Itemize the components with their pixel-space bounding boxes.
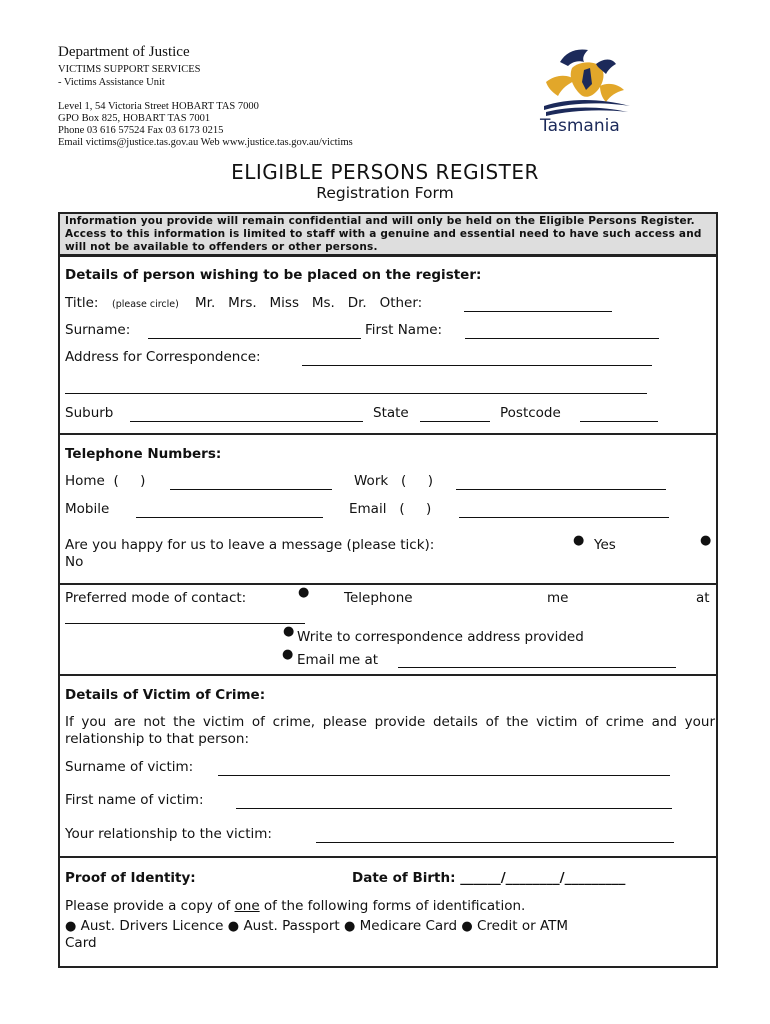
- form-title: ELIGIBLE PERSONS REGISTER: [231, 160, 539, 184]
- home-label: Home ( ): [65, 473, 146, 489]
- victim-first-name-label: First name of victim:: [65, 792, 204, 808]
- mobile-label: Mobile: [65, 501, 110, 517]
- identity-heading: Proof of Identity:: [65, 870, 196, 886]
- victim-section: [58, 674, 718, 858]
- work-label: Work ( ): [354, 473, 434, 489]
- relationship-field[interactable]: [316, 842, 674, 843]
- credit-atm-bullet[interactable]: ●: [461, 919, 473, 934]
- postcode-field[interactable]: [580, 421, 658, 422]
- victim-intro: If you are not the victim of crime, please provide details of the victim of crime and your relationship to that person:: [65, 714, 715, 747]
- medicare-option: Medicare Card: [359, 918, 458, 934]
- telephone-heading: Telephone Numbers:: [65, 446, 222, 462]
- first-name-field[interactable]: [465, 338, 659, 339]
- title-hint: (please circle): [112, 299, 179, 310]
- address-field-line1[interactable]: [302, 365, 652, 366]
- identity-options: [65, 918, 568, 934]
- date-of-birth-field[interactable]: Date of Birth: ______/________/_________: [352, 870, 626, 886]
- unit-name: - Victims Assistance Unit: [58, 77, 165, 88]
- telephone-option-bullet[interactable]: ●: [298, 585, 310, 600]
- surname-label: Surname:: [65, 322, 131, 338]
- passport-bullet[interactable]: ●: [227, 919, 240, 934]
- postcode-label: Postcode: [500, 405, 561, 421]
- service-name: VICTIMS SUPPORT SERVICES: [58, 64, 201, 75]
- telephone-at-text: at: [696, 590, 710, 606]
- credit-atm-option: Credit or ATM: [476, 918, 569, 934]
- email-field[interactable]: [459, 517, 669, 518]
- telephone-option-label: Telephone: [344, 590, 413, 606]
- suburb-field[interactable]: [130, 421, 363, 422]
- email-option-label: Email me at: [297, 652, 379, 668]
- postal-address: GPO Box 825, HOBART TAS 7001: [58, 113, 211, 124]
- identity-instruction: [65, 898, 525, 914]
- title-label: Title:: [65, 295, 99, 311]
- yes-label: Yes: [594, 537, 616, 553]
- tasmania-logo: [538, 44, 638, 139]
- drivers-licence-bullet[interactable]: ●: [65, 919, 77, 934]
- form-subtitle: Registration Form: [316, 184, 454, 202]
- instruction-post: of the following forms of identification.: [259, 898, 526, 914]
- mobile-field[interactable]: [136, 517, 323, 518]
- victim-surname-label: Surname of victim:: [65, 759, 194, 775]
- relationship-label: Your relationship to the victim:: [65, 826, 272, 842]
- medicare-bullet[interactable]: ●: [343, 919, 356, 934]
- work-phone-field[interactable]: [456, 489, 666, 490]
- surname-field[interactable]: [148, 338, 361, 339]
- contact-section: [58, 583, 718, 676]
- state-label: State: [373, 405, 409, 421]
- identity-section: [58, 856, 718, 968]
- preferred-contact-label: Preferred mode of contact:: [65, 590, 247, 606]
- telephone-contact-field[interactable]: [65, 623, 305, 624]
- telephone-me-text: me: [547, 590, 569, 606]
- suburb-label: Suburb: [65, 405, 114, 421]
- drivers-licence-option: Aust. Drivers Licence: [80, 918, 224, 934]
- street-address: Level 1, 54 Victoria Street HOBART TAS 7000: [58, 101, 259, 112]
- write-option-label: Write to correspondence address provided: [297, 629, 584, 645]
- address-label: Address for Correspondence:: [65, 349, 261, 365]
- no-label: No: [65, 554, 84, 570]
- yes-checkbox[interactable]: ●: [573, 533, 585, 548]
- email-web: Email victims@justice.tas.gov.au Web www.justice.tas.gov.au/victims: [58, 137, 353, 148]
- department-name: Department of Justice: [58, 44, 190, 60]
- passport-option: Aust. Passport: [243, 918, 340, 934]
- instruction-one: one: [234, 898, 260, 914]
- no-checkbox[interactable]: ●: [700, 533, 712, 548]
- phone-fax: Phone 03 616 57524 Fax 03 6173 0215: [58, 125, 224, 136]
- instruction-pre: Please provide a copy of: [65, 898, 235, 914]
- email-option-bullet[interactable]: ●: [282, 647, 294, 662]
- email-contact-field[interactable]: [398, 667, 676, 668]
- details-section: [58, 255, 718, 435]
- telephone-section: [58, 433, 718, 585]
- victim-surname-field[interactable]: [218, 775, 670, 776]
- title-options[interactable]: Mr. Mrs. Miss Ms. Dr. Other:: [195, 295, 423, 311]
- first-name-label: First Name:: [365, 322, 443, 338]
- logo-text: Tasmania: [540, 116, 620, 136]
- victim-first-name-field[interactable]: [236, 808, 672, 809]
- title-other-field[interactable]: [464, 311, 612, 312]
- message-question: Are you happy for us to leave a message (please tick):: [65, 537, 435, 553]
- email-label: Email ( ): [349, 501, 432, 517]
- home-phone-field[interactable]: [170, 489, 332, 490]
- write-option-bullet[interactable]: ●: [283, 624, 295, 639]
- confidentiality-notice: Information you provide will remain confidential and will only be held on the Eligible Persons Register. Access to this information is limited to staff with a genuine and essential need to have such access and will not be available to offenders or other persons.: [58, 212, 718, 256]
- victim-heading: Details of Victim of Crime:: [65, 687, 266, 703]
- state-field[interactable]: [420, 421, 490, 422]
- address-field-line2[interactable]: [65, 393, 647, 394]
- card-label: Card: [65, 935, 97, 951]
- details-heading: Details of person wishing to be placed on the register:: [65, 267, 482, 283]
